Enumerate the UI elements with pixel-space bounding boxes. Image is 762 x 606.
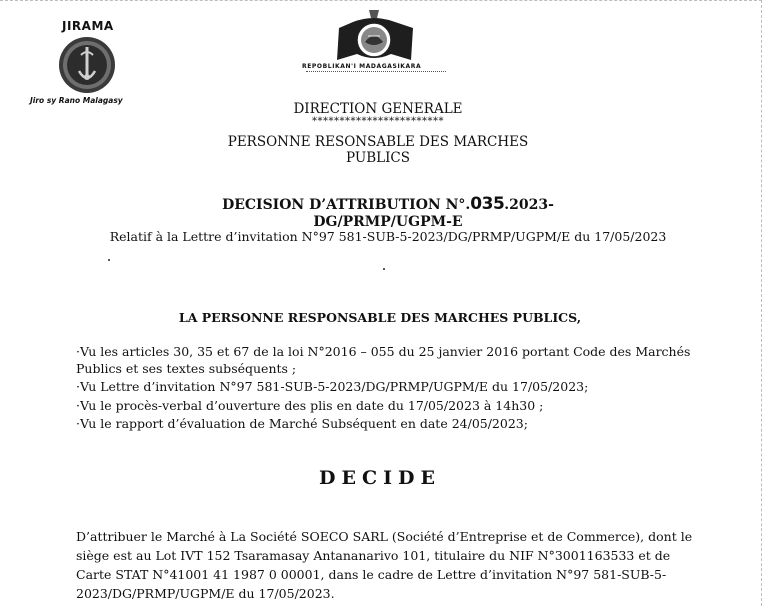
seal-motto-line: [306, 71, 446, 75]
jirama-emblem-icon: [57, 35, 117, 95]
award-line: 2023/DG/PRMP/UGPM/E du 17/05/2023.: [76, 586, 335, 601]
jirama-logo-name: JIRAMA: [62, 19, 114, 33]
award-line: D’attribuer le Marché à La Société SOECO SARL (Société d’Entreprise et de Commerce), dont le: [76, 529, 693, 544]
page-top-edge: [0, 0, 762, 3]
award-line: Carte STAT N°41001 41 1987 0 00001, dans le cadre de Lettre d’invitation N°97 581-SUB-5-: [76, 567, 667, 582]
speck: [108, 259, 110, 261]
seal-country-name: REPOBLIKAN'I MADAGASIKARA: [302, 63, 422, 70]
consideration-line: ·Vu le rapport d’évaluation de Marché Subséquent en date 24/05/2023;: [76, 416, 528, 431]
award-line: siège est au Lot IVT 152 Tsaramasay Antananarivo 101, titulaire du NIF N°3001163533 et de: [76, 548, 671, 563]
direction-generale-heading: DIRECTION GENERALE: [293, 101, 463, 117]
jirama-logo-subtitle: Jiro sy Rano Malagasy: [30, 96, 123, 105]
decision-prefix: DECISION D’ATTRIBUTION N°.: [222, 197, 471, 213]
consideration-line: Publics et ses textes subséquents ;: [76, 361, 297, 376]
speck: [383, 268, 385, 270]
prmp-heading: PERSONNE RESONSABLE DES MARCHES PUBLICS: [227, 134, 529, 166]
consideration-line: ·Vu Lettre d’invitation N°97 581-SUB-5-2023/DG/PRMP/UGPM/E du 17/05/2023;: [76, 379, 589, 394]
stars-separator: ************************: [312, 116, 444, 127]
decision-title: [158, 194, 618, 230]
consideration-line: ·Vu le procès-verbal d’ouverture des plis en date du 17/05/2023 à 14h30 ;: [76, 398, 544, 413]
consideration-line: ·Vu les articles 30, 35 et 67 de la loi N°2016 – 055 du 25 janvier 2016 portant Code des Marchés: [76, 344, 691, 359]
decision-suffix: .2023-DG/PRMP/UGPM-E: [313, 197, 554, 230]
authority-heading: LA PERSONNE RESPONSABLE DES MARCHES PUBLICS,: [178, 310, 582, 325]
republic-seal-icon: [333, 8, 415, 66]
relatif-line: Relatif à la Lettre d’invitation N°97 581-SUB-5-2023/DG/PRMP/UGPM/E du 17/05/2023: [109, 229, 667, 244]
decision-number: 035: [470, 194, 505, 214]
decide-heading: DECIDE: [319, 467, 441, 489]
award-paragraph: [76, 527, 693, 603]
